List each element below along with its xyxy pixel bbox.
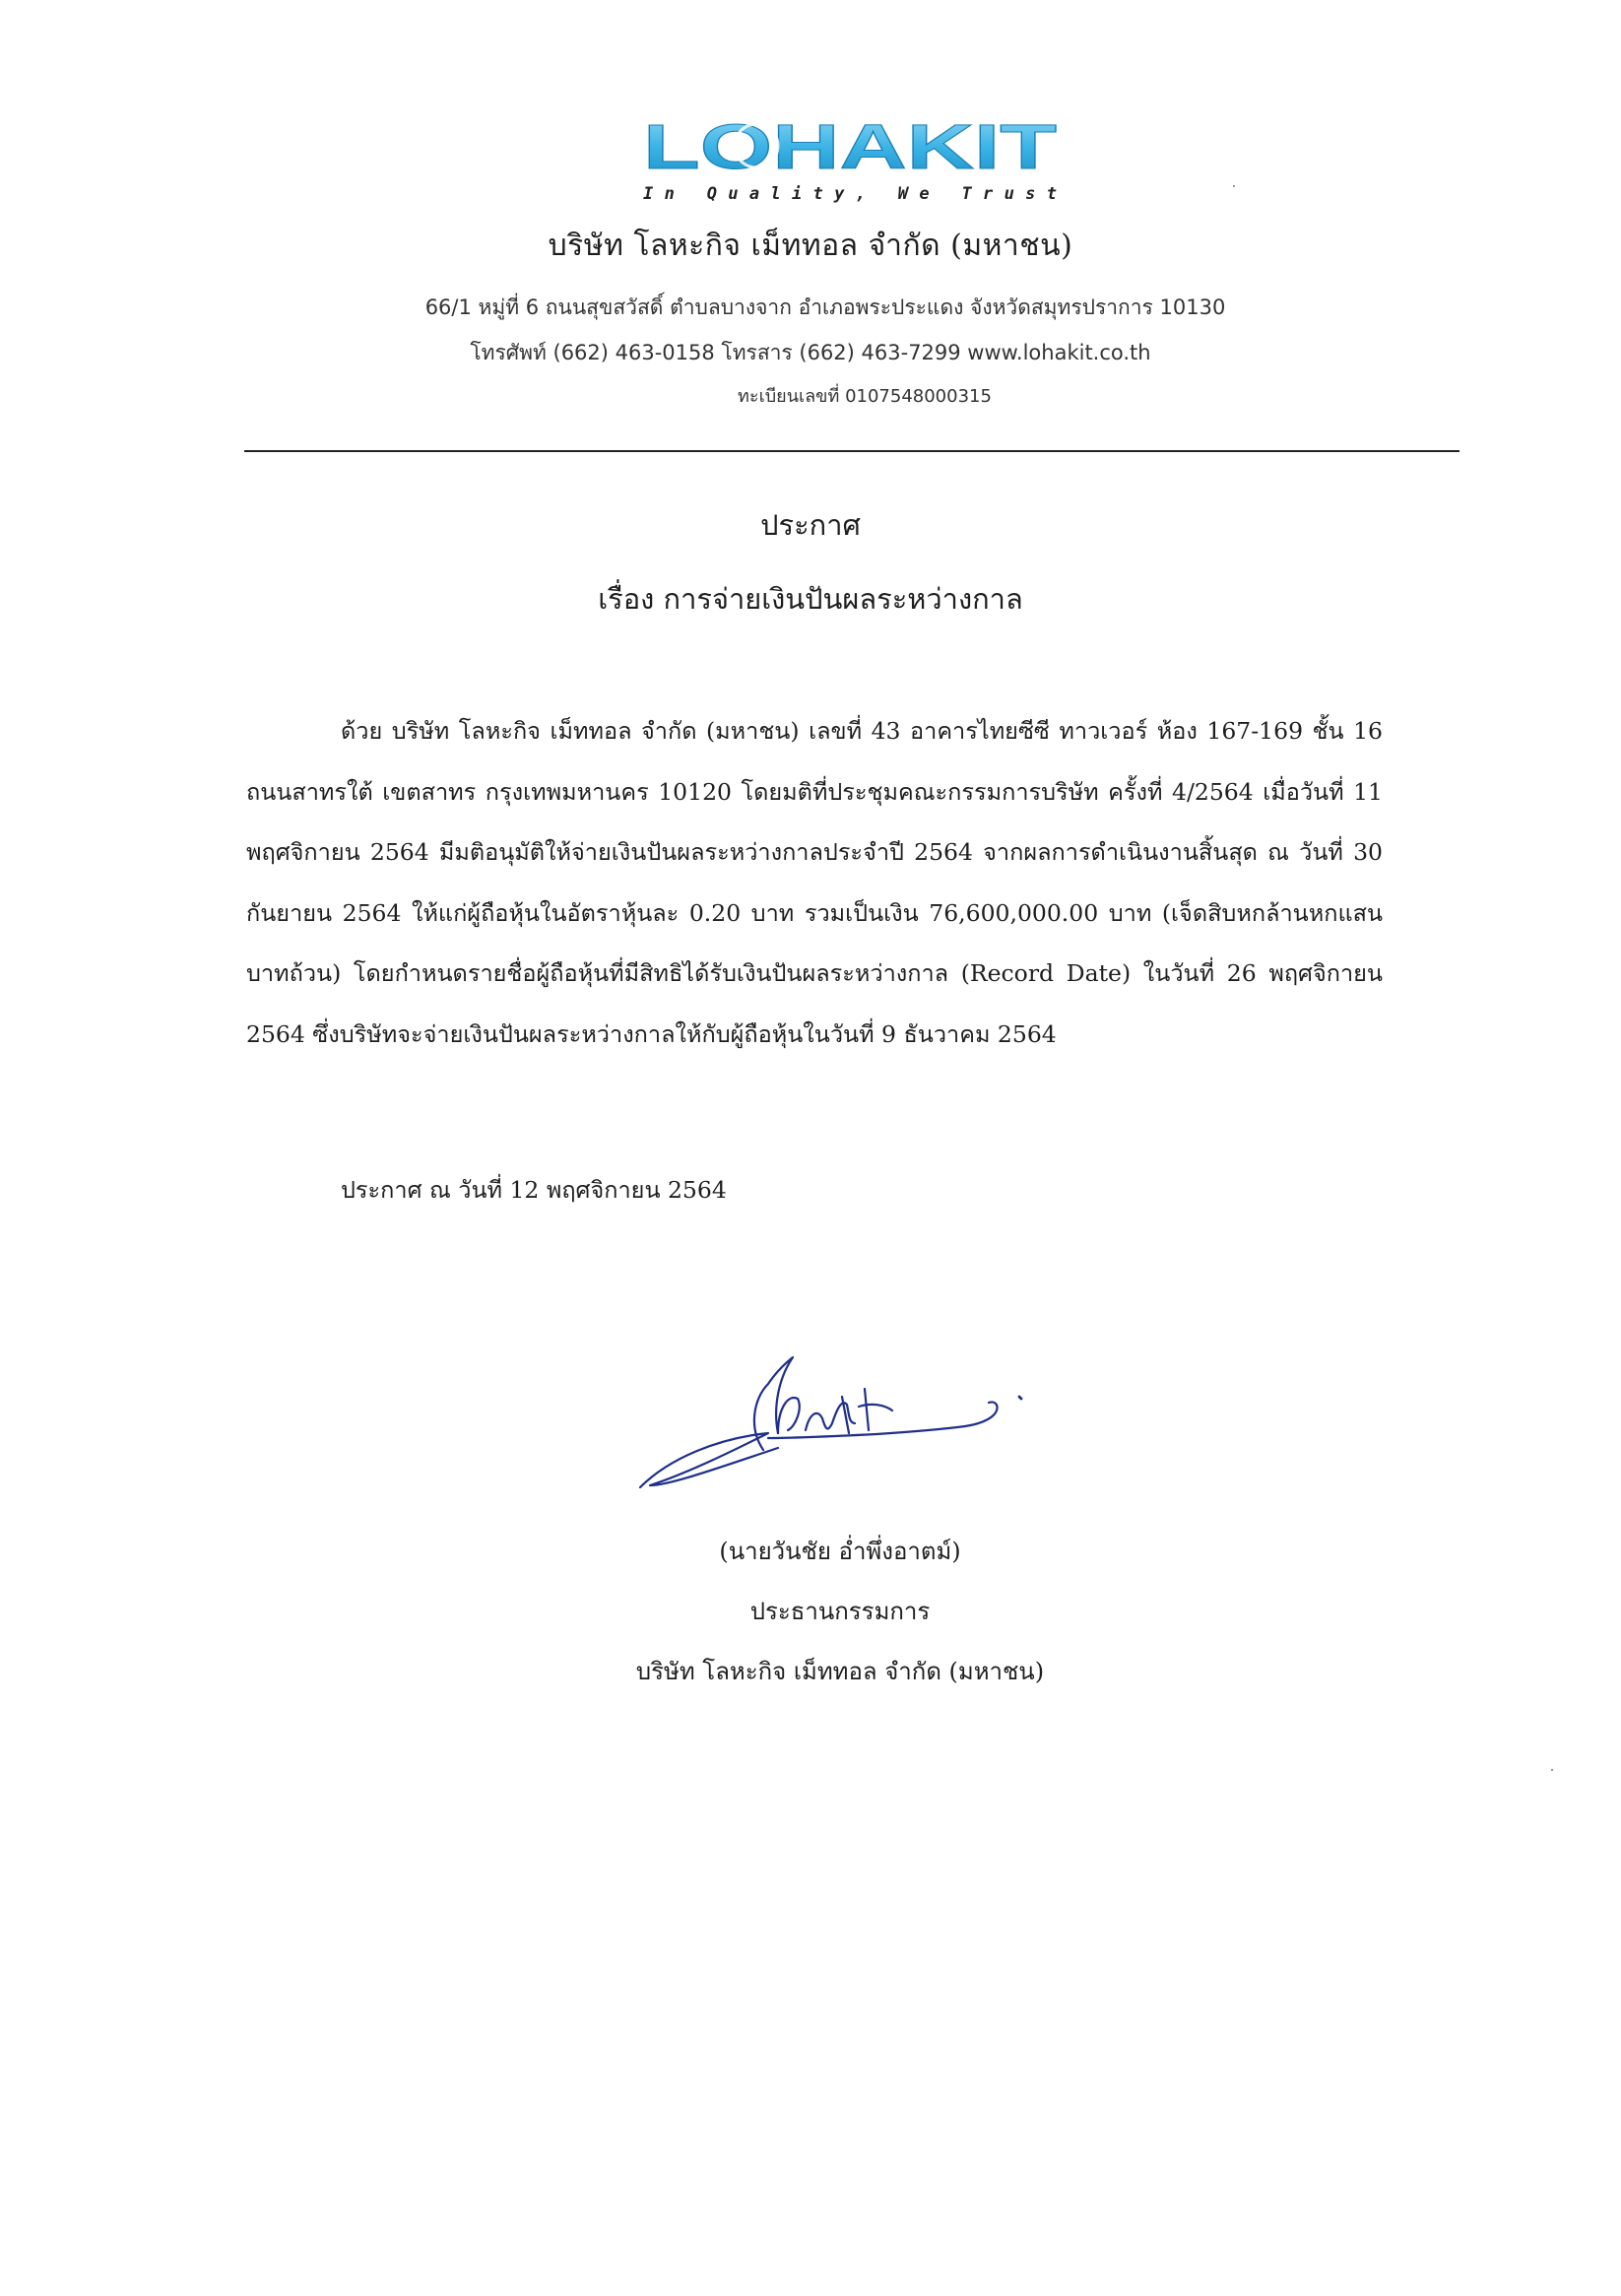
- logo-wordmark: LOHAKIT: [643, 114, 1057, 182]
- company-contact: โทรศัพท์ (662) 463-0158 โทรสาร (662) 463-7299 www.lohakit.co.th: [470, 341, 1151, 364]
- scan-speck: [1551, 1769, 1553, 1771]
- signatory-position: ประธานกรรมการ: [749, 1598, 931, 1625]
- announcement-subject: เรื่อง การจ่ายเงินปันผลระหว่างกาล: [598, 582, 1023, 616]
- registration-number: ทะเบียนเลขที่ 0107548000315: [738, 386, 992, 407]
- announcement-body: [246, 701, 1383, 1065]
- signatory-company: บริษัท โลหะกิจ เม็ททอล จำกัด (มหาชน): [635, 1658, 1045, 1685]
- logo-tagline: In Quality, We Trust: [643, 184, 1057, 204]
- company-name: บริษัท โลหะกิจ เม็ททอล จำกัด (มหาชน): [548, 229, 1073, 263]
- header-divider: [244, 450, 1459, 452]
- scan-speck: [1233, 185, 1235, 187]
- company-logo: [638, 114, 1062, 205]
- signature-image: [630, 1340, 1054, 1497]
- company-address: 66/1 หมู่ที่ 6 ถนนสุขสวัสดิ์ ตำบลบางจาก อำเภอพระประแดง จังหวัดสมุทรปราการ 10130: [424, 295, 1226, 319]
- announcement-heading: ประกาศ: [760, 508, 861, 542]
- signatory-name: (นายวันชัย อ่ำพึ่งอาตม์): [719, 1538, 961, 1565]
- announcement-date: ประกาศ ณ วันที่ 12 พฤศจิกายน 2564: [341, 1176, 727, 1204]
- announcement-body-text: ด้วย บริษัท โลหะกิจ เม็ททอล จำกัด (มหาชน) เลขที่ 43 อาคารไทยซีซี ทาวเวอร์ ห้อง 167-169 ชั้น 16 ถนนสาทรใต้ เขตสาทร กรุงเทพมหานคร 10120 โดยมติที่ประชุมคณะกรรมการบริษัท ครั้งที่ 4/2564 เมื่อวันที่ 11 พฤศจิกายน 2564 มีมติอนุมัติให้จ่ายเงินปันผลระหว่างกาลประจำปี 2564 จากผลการดำเนินงานสิ้นสุด ณ วันที่ 30 กันยายน 2564 ให้แก่ผู้ถือหุ้นในอัตราหุ้นละ 0.20 บาท รวมเป็นเงิน 76,600,000.00 บาท (เจ็ดสิบหกล้านหกแสนบาทถ้วน) โดยกำหนดรายชื่อผู้ถือหุ้นที่มีสิทธิได้รับเงินปันผลระหว่างกาล (Record Date) ในวันที่ 26 พฤศจิกายน 2564 ซึ่งบริษัทจะจ่ายเงินปันผลระหว่างกาลให้กับผู้ถือหุ้นในวันที่ 9 ธันวาคม 2564: [246, 717, 1383, 1048]
